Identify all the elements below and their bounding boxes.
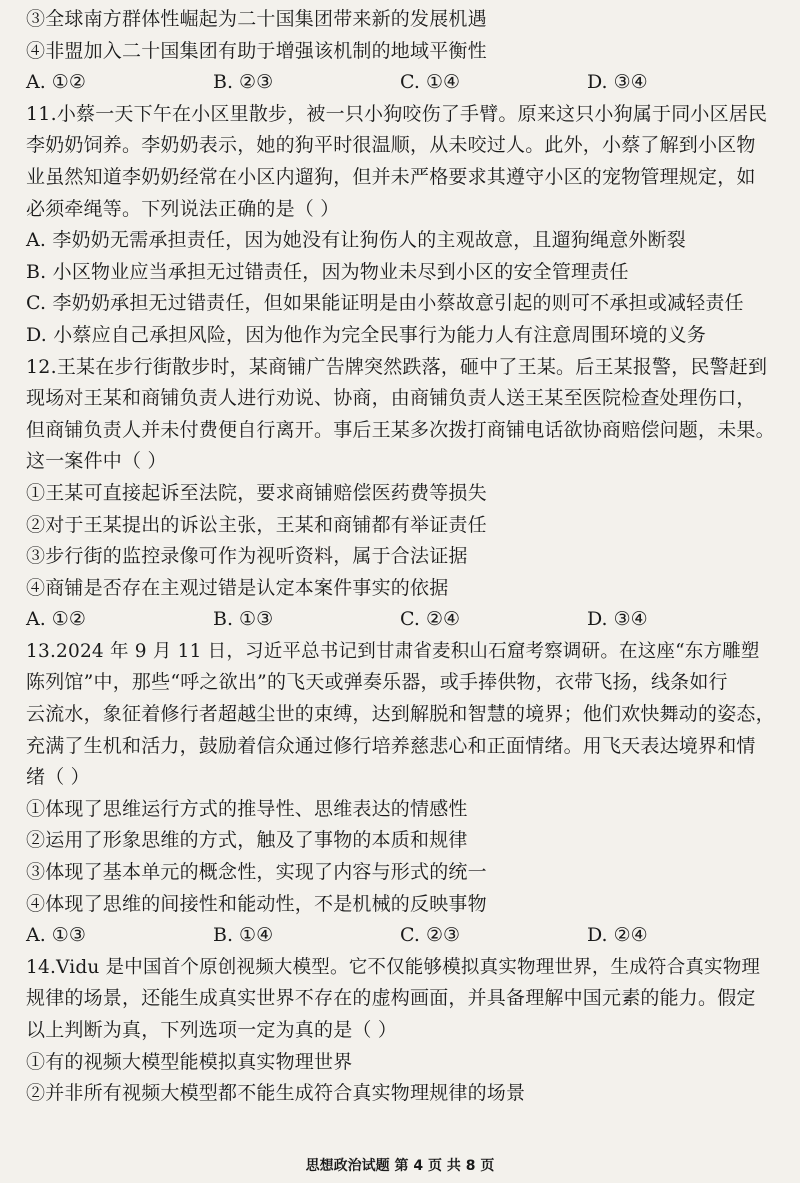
option-c: C. ①④ (400, 71, 461, 94)
question-12 (26, 352, 774, 636)
option-c: C. ②③ (400, 924, 461, 947)
choice-d: D. 小蔡应自己承担风险，因为他作为完全民事行为能力人有注意周围环境的义务 (26, 323, 707, 346)
stem-line: 绪（ ） (26, 766, 90, 789)
stem-line: 李奶奶饲养。李奶奶表示，她的狗平时很温顺，从未咬过人。此外，小蔡了解到小区物 (26, 134, 756, 157)
stem-line: 现场对王某和商铺负责人进行劝说、协商，由商铺负责人送王某至医院检查处理伤口， (26, 387, 756, 410)
choice-c: C. 李奶奶承担无过错责任，但如果能证明是由小蔡故意引起的则可不承担或减轻责任 (26, 292, 744, 315)
item-line: ①有的视频大模型能模拟真实物理世界 (26, 1050, 353, 1073)
options-row (26, 604, 774, 636)
question-11 (26, 99, 774, 352)
option-b: B. ①④ (213, 924, 274, 947)
option-d: D. ③④ (587, 71, 648, 94)
question-13 (26, 636, 774, 952)
item-line: ②并非所有视频大模型都不能生成符合真实物理规律的场景 (26, 1082, 526, 1105)
options-row (26, 920, 774, 952)
stem-line: 陈列馆”中，那些“呼之欲出”的飞天或弹奏乐器，或手捧供物，衣带飞扬，线条如行 (26, 671, 728, 694)
choice-a: A. 李奶奶无需承担责任，因为她没有让狗伤人的主观故意，且遛狗绳意外断裂 (26, 229, 687, 252)
stem-line: 14.Vidu 是中国首个原创视频大模型。它不仅能够模拟真实物理世界，生成符合真实物理 (26, 956, 761, 978)
item-line: ②运用了形象思维的方式，触及了事物的本质和规律 (26, 829, 468, 852)
stem-line: 以上判断为真，下列选项一定为真的是（ ） (26, 1019, 398, 1041)
page-footer: 思想政治试题 第 4 页 共 8 页 (305, 1158, 495, 1174)
option-b: B. ②③ (213, 71, 274, 94)
option-a: A. ①② (26, 608, 86, 631)
item-line: ③步行街的监控录像可作为视听资料，属于合法证据 (26, 545, 468, 568)
stem-line: 12.王某在步行街散步时，某商铺广告牌突然跌落，砸中了王某。后王某报警，民警赶到 (26, 355, 768, 378)
item-line: ③全球南方群体性崛起为二十国集团带来新的发展机遇 (26, 8, 487, 30)
item-line: ④商铺是否存在主观过错是认定本案件事实的依据 (26, 576, 449, 599)
stem-line: 11.小蔡一天下午在小区里散步，被一只小狗咬伤了手臂。原来这只小狗属于同小区居民 (26, 102, 768, 125)
stem-line: 规律的场景，还能生成真实世界不存在的虚构画面，并具备理解中国元素的能力。假定 (26, 987, 756, 1010)
item-line: ④非盟加入二十国集团有助于增强该机制的地域平衡性 (26, 39, 487, 62)
item-line: ①体现了思维运行方式的推导性、思维表达的情感性 (26, 797, 468, 820)
choice-b: B. 小区物业应当承担无过错责任，因为物业未尽到小区的安全管理责任 (26, 260, 629, 283)
item-line: ①王某可直接起诉至法院，要求商铺赔偿医药费等损失 (26, 481, 487, 504)
stem-line: 但商铺负责人并未付费便自行离开。事后王某多次拨打商铺电话欲协商赔偿问题，未果。 (26, 418, 775, 441)
stem-line: 云流水，象征着修行者超越尘世的束缚，达到解脱和智慧的境界；他们欢快舞动的姿态， (26, 703, 775, 726)
option-d: D. ③④ (587, 608, 648, 631)
question-14 (26, 952, 774, 1110)
option-a: A. ①② (26, 71, 86, 94)
item-line: ③体现了基本单元的概念性，实现了内容与形式的统一 (26, 861, 487, 884)
option-d: D. ②④ (587, 924, 648, 947)
option-b: B. ①③ (213, 608, 274, 631)
question-10-tail (26, 4, 774, 99)
options-row (26, 67, 774, 99)
stem-line: 13.2024 年 9 月 11 日，习近平总书记到甘肃省麦积山石窟考察调研。在这座“东方雕塑 (26, 640, 760, 662)
option-a: A. ①③ (26, 924, 86, 947)
option-c: C. ②④ (400, 608, 461, 631)
stem-line: 业虽然知道李奶奶经常在小区内遛狗，但并未严格要求其遵守小区的宠物管理规定，如 (26, 165, 756, 188)
item-line: ④体现了思维的间接性和能动性，不是机械的反映事物 (26, 892, 487, 915)
stem-line: 这一案件中（ ） (26, 450, 167, 473)
item-line: ②对于王某提出的诉讼主张，王某和商铺都有举证责任 (26, 513, 487, 536)
stem-line: 必须牵绳等。下列说法正确的是（ ） (26, 197, 340, 220)
stem-line: 充满了生机和活力，鼓励着信众通过修行培养慈悲心和正面情绪。用飞天表达境界和情 (26, 734, 756, 757)
